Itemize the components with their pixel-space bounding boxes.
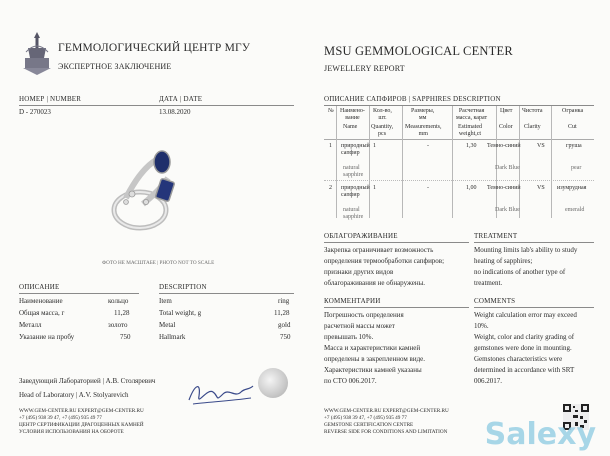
col-header-meas-en: Measurements, mm <box>405 124 442 137</box>
comments-line: Weight, color and clarity grading of <box>474 333 575 341</box>
number-value: D - 270023 <box>19 108 51 116</box>
col-header-color-en: Color <box>499 124 513 130</box>
doc-subtitle-ru: ЭКСПЕРТНОЕ ЗАКЛЮЧЕНИЕ <box>58 62 172 71</box>
footer-line: УСЛОВИЯ ИСПОЛЬЗОВАНИЯ НА ОБОРОТЕ <box>19 429 124 435</box>
col-header-no: № <box>328 108 334 114</box>
ru-value: 750 <box>120 333 131 341</box>
en-value: 11,28 <box>274 309 290 317</box>
col-header-weight-ru: Расчетная масса, карат <box>456 108 488 121</box>
table-cell: VS <box>537 143 545 149</box>
head-ru: Заведующий Лабораторией | А.В. Столяревич <box>19 377 156 385</box>
treatment-heading: TREATMENT <box>474 232 518 240</box>
org-title-en: MSU GEMMOLOGICAL CENTER <box>324 44 513 58</box>
comments-line: Weight calculation error may exceed <box>474 311 577 319</box>
comments-line: 006.2017. <box>474 377 502 385</box>
ru-label: Общая масса, г <box>19 309 65 317</box>
ru-label: Металл <box>19 321 42 329</box>
table-cell: - <box>427 185 429 191</box>
col-header-cut-ru: Огранка <box>562 108 584 114</box>
sapphires-title: ОПИСАНИЕ САПФИРОВ | SAPPHIRES DESCRIPTION <box>324 95 501 103</box>
col-header-clarity-ru: Чистота <box>522 108 543 114</box>
table-cell: Dark Blue <box>495 165 520 171</box>
table-cell: Темно-синий <box>487 143 521 149</box>
table-cell: natural sapphire <box>343 165 364 178</box>
obl-line: определения термообработки сапфиров; <box>324 257 445 265</box>
table-cell: природный сапфир <box>341 185 370 198</box>
description-heading: DESCRIPTION <box>159 283 207 291</box>
col-header-qty-ru: Кол-во, шт. <box>373 108 392 121</box>
table-cell: pear <box>571 165 582 171</box>
footer-line: GEMSTONE CERTIFICATION CENTRE <box>324 422 414 428</box>
msu-logo <box>20 30 54 76</box>
footer-line: WWW.GEM-CENTER.RU EXPERT@GEM-CENTER.RU <box>19 408 144 414</box>
col-header-qty-en: Quantity, pcs <box>371 124 394 137</box>
col-header-cut-en: Cut <box>568 124 577 130</box>
col-header-name-ru: Наимено- вание <box>340 108 365 121</box>
ru-value: 11,28 <box>114 309 130 317</box>
treat-line: treatment. <box>474 279 503 287</box>
footer-line: ЦЕНТР СЕРТИФИКАЦИИ ДРАГОЦЕННЫХ КАМНЕЙ <box>19 422 144 428</box>
table-cell: - <box>427 143 429 149</box>
comm-line: по СТО 006.2017. <box>324 377 377 385</box>
table-cell: 1,00 <box>466 185 477 191</box>
table-cell: Dark Blue <box>495 207 520 213</box>
comments-heading: COMMENTS <box>474 297 516 305</box>
comm-line: Масса и характеристики камней <box>324 344 421 352</box>
comm-heading: КОММЕНТАРИИ <box>324 297 381 305</box>
footer-line: +7 (495) 938 39 47, +7 (495) 935 49 77 <box>324 415 407 421</box>
col-header-clarity-en: Clarity <box>524 124 541 130</box>
ru-value: золото <box>108 321 128 329</box>
comm-line: Характеристики камней указаны <box>324 366 422 374</box>
comments-line: gemstones were done in mounting. <box>474 344 572 352</box>
en-label: Total weight, g <box>159 309 202 317</box>
table-cell: груша <box>566 143 582 149</box>
table-cell: 1 <box>373 143 376 149</box>
comm-line: расчетной массы может <box>324 322 395 330</box>
en-label: Item <box>159 297 172 305</box>
en-value: ring <box>278 297 290 305</box>
obl-line: облагораживания не обнаружены. <box>324 279 426 287</box>
ru-value: кольцо <box>108 297 129 305</box>
footer-line: +7 (495) 938 39 47, +7 (495) 935 49 77 <box>19 415 102 421</box>
number-label: НОМЕР | NUMBER <box>19 95 82 103</box>
org-title-ru: ГЕММОЛОГИЧЕСКИЙ ЦЕНТР МГУ <box>58 42 251 54</box>
obl-heading: ОБЛАГОРАЖИВАНИЕ <box>324 232 398 240</box>
table-cell: природный сапфир <box>341 143 370 156</box>
head-en: Head of Laboratory | A.V. Stolyarevich <box>19 391 129 399</box>
table-cell: изумрудная <box>557 185 587 191</box>
table-cell: natural sapphire <box>343 207 364 220</box>
date-value: 13.08.2020 <box>159 108 191 116</box>
hologram-seal <box>258 368 288 398</box>
watermark-logo: Salexy <box>484 417 596 452</box>
table-cell: 1 <box>373 185 376 191</box>
table-cell: Темно-синий <box>487 185 521 191</box>
en-value: gold <box>278 321 291 329</box>
table-cell: emerald <box>565 207 585 213</box>
ru-label: Указание на пробу <box>19 333 75 341</box>
col-header-meas-ru: Размеры, мм <box>411 108 435 121</box>
en-value: 750 <box>280 333 291 341</box>
table-cell: 2 <box>329 185 332 191</box>
col-header-color-ru: Цвет <box>500 108 513 114</box>
date-label: ДАТА | DATE <box>159 95 203 103</box>
comments-line: Gemstones characteristics were <box>474 355 563 363</box>
comm-line: определены в закрепленном виде. <box>324 355 426 363</box>
table-cell: VS <box>537 185 545 191</box>
treat-line: no indications of another type of <box>474 268 566 276</box>
footer-line: REVERSE SIDE FOR CONDITIONS AND LIMITATION <box>324 429 448 435</box>
en-label: Metal <box>159 321 176 329</box>
ring-photo <box>88 140 198 250</box>
footer-line: WWW.GEM-CENTER.RU EXPERT@GEM-CENTER.RU <box>324 408 449 414</box>
obl-line: признаки других видов <box>324 268 394 276</box>
doc-subtitle-en: JEWELLERY REPORT <box>324 64 405 73</box>
signature <box>185 374 255 415</box>
comments-line: 10%. <box>474 322 489 330</box>
col-header-weight-en: Estimated weight,ct <box>458 124 482 137</box>
comm-line: превышать 10%. <box>324 333 374 341</box>
opisanie-heading: ОПИСАНИЕ <box>19 283 60 291</box>
comm-line: Погрешность определения <box>324 311 404 319</box>
treat-line: Mounting limits lab's ability to study <box>474 246 578 254</box>
photo-caption: ФОТО НЕ МАСШТАБЕ | PHOTO NOT TO SCALE <box>102 260 215 266</box>
col-header-name-en: Name <box>343 124 358 130</box>
treat-line: heating of sapphires; <box>474 257 533 265</box>
obl-line: Закрепка ограничивает возможность <box>324 246 434 254</box>
comments-line: determined in accordance with SRT <box>474 366 575 374</box>
table-cell: 1 <box>329 143 332 149</box>
ru-label: Наименование <box>19 297 63 305</box>
en-label: Hallmark <box>159 333 186 341</box>
table-cell: 1,30 <box>466 143 477 149</box>
